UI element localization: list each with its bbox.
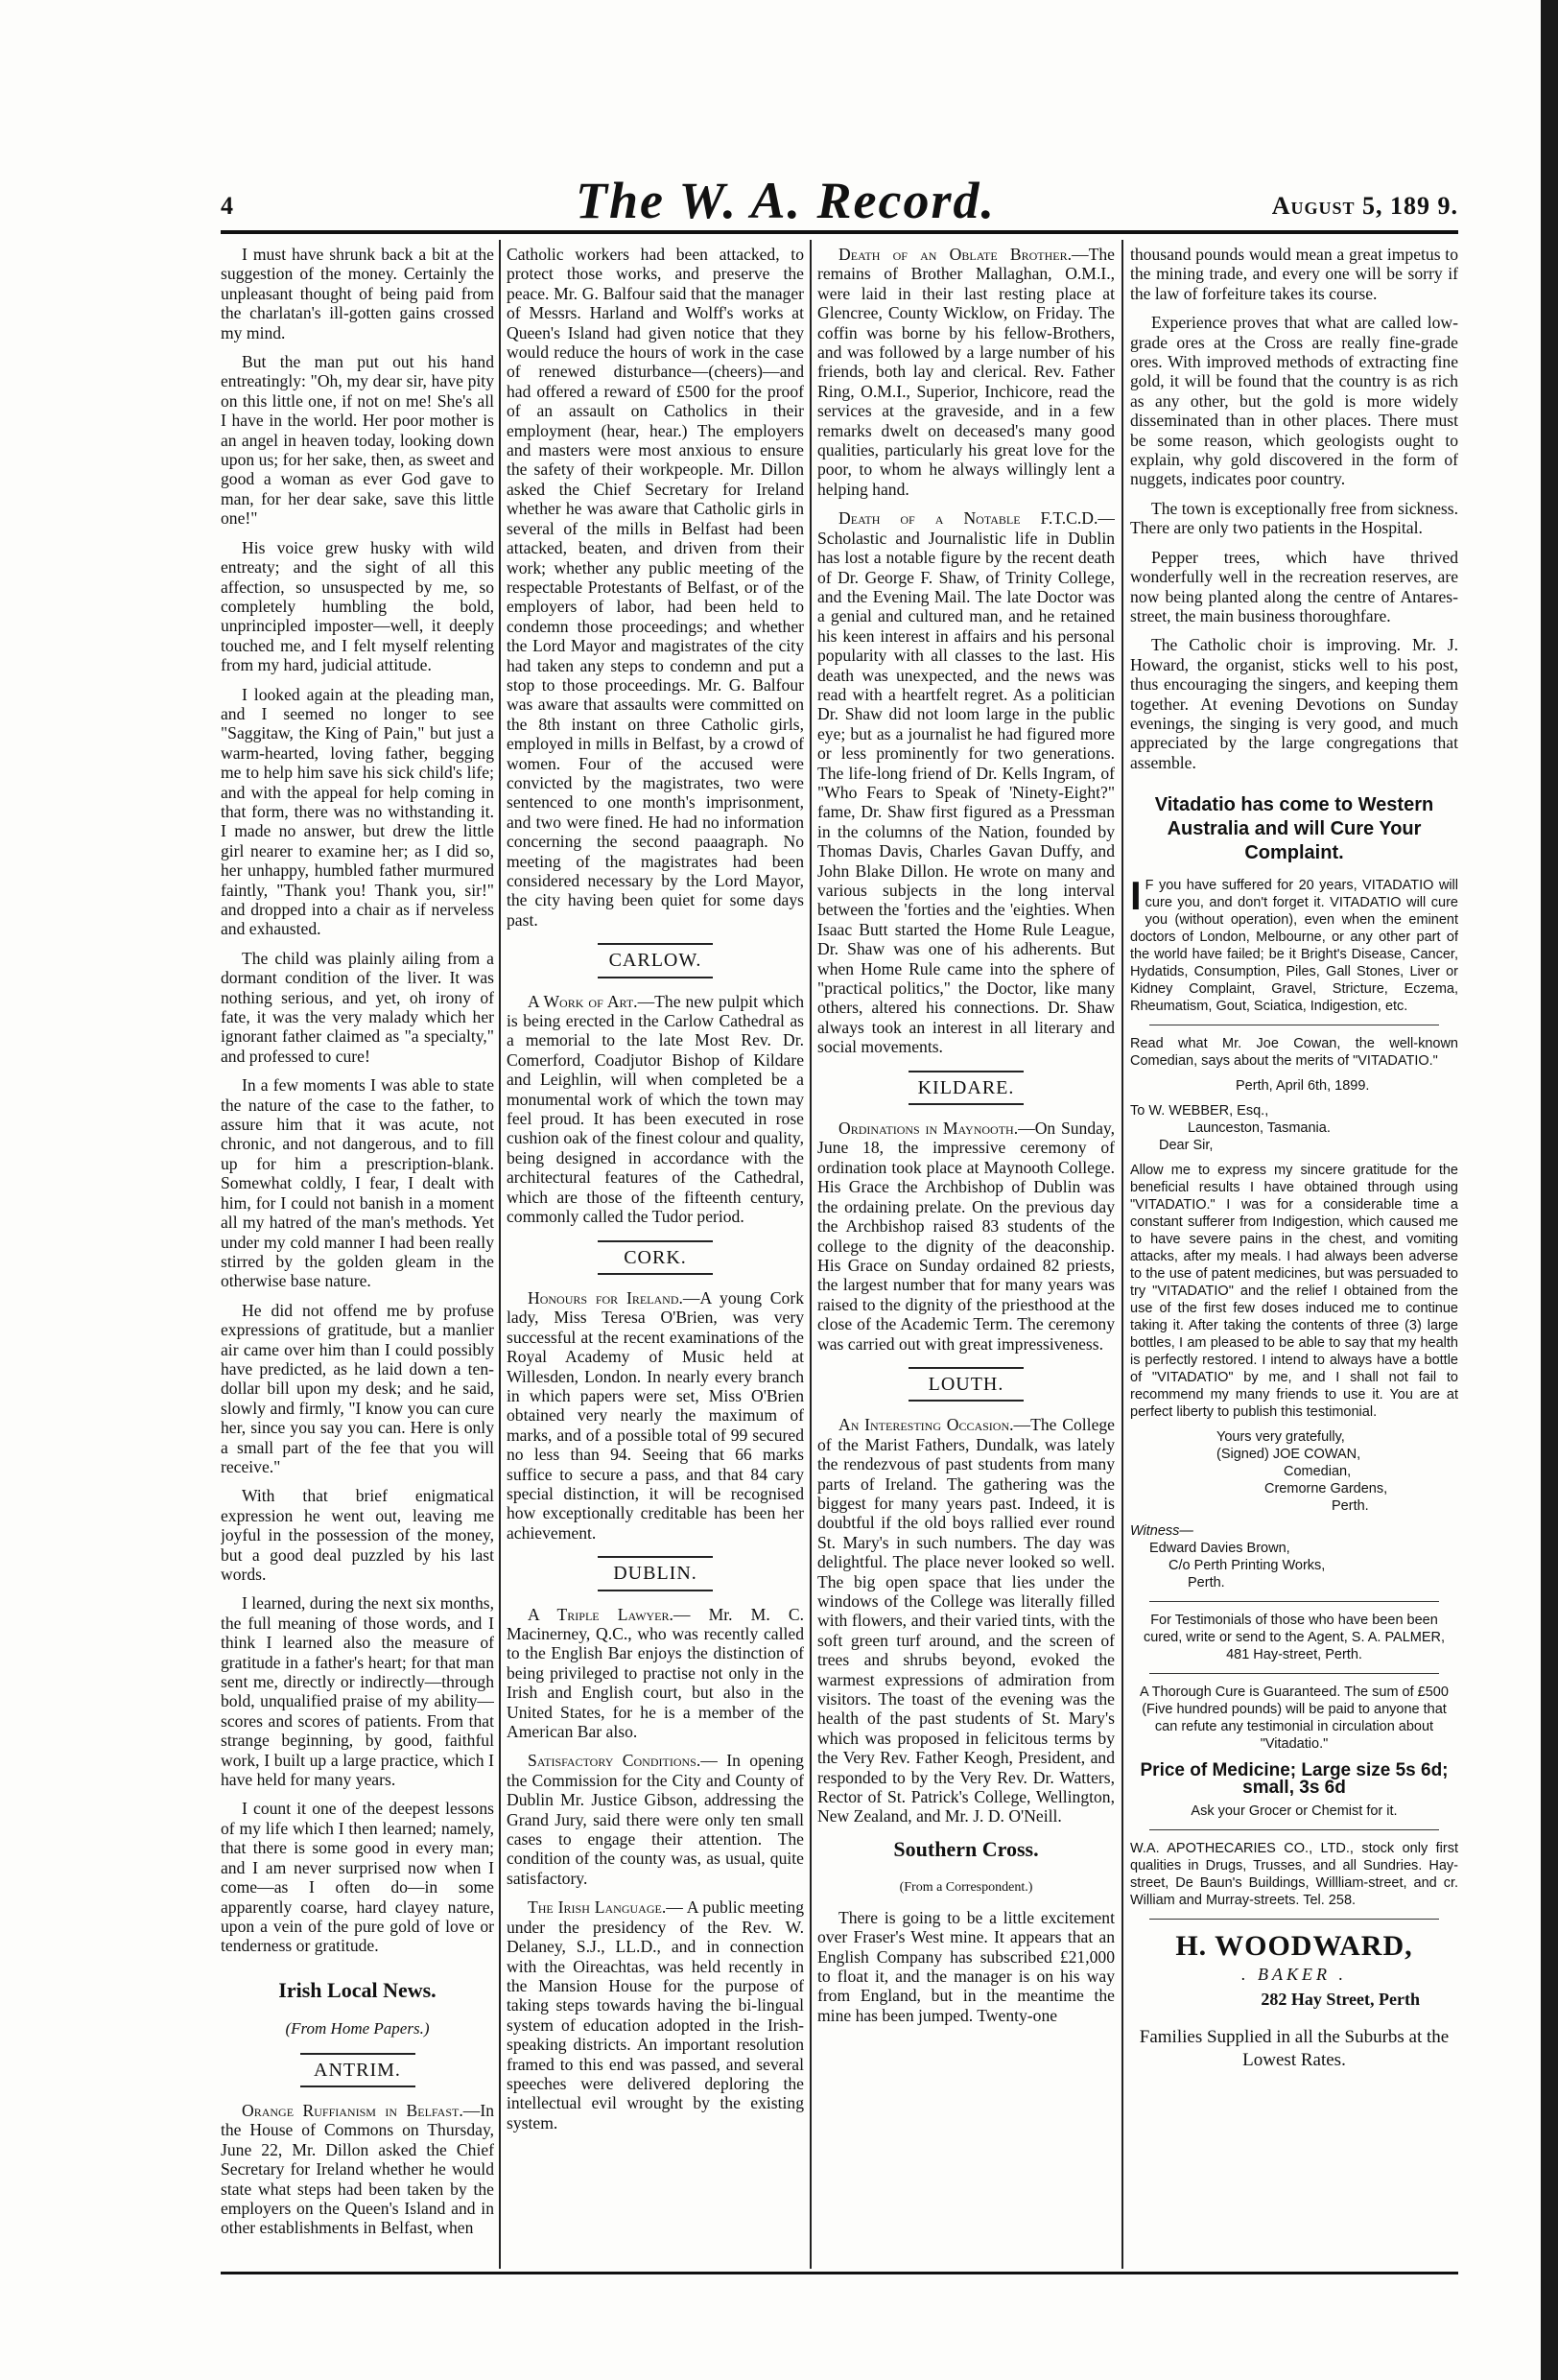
newspaper-title: The W. A. Record. [576, 172, 996, 229]
column-3 [817, 245, 1115, 2264]
ad-testimonial-letter: Allow me to express my sincere gratitude for the beneficial results I have obtained through using "VITADATIO." I was for a considerable time a constant sufferer from Indigestion, which caused me to have severe pains in the chest, and vomiting attacks, after my meals. I had always been adverse to the use of patent medicines, but was persuaded to try "VITADATIO" and the relief I obtained from the use of the first few doses induced me to continue taking it. After taking the contents of three (3) large bottles, I am pleased to be able to say that my health is perfectly restored. I intend to always have a bottle of "VITADATIO" by me, and I shall not fail to recommend my many friends to use it. You are at perfect liberty to publish this testimonial. [1130, 1163, 1458, 1421]
county-heading-antrim: ANTRIM. [221, 2053, 494, 2087]
ad-addressee-city: Launceston, Tasmania. [1188, 1120, 1331, 1137]
story-paragraph: I must have shrunk back a bit at the suggestion of the money. Certainly the unpleasant thought of being paid from the charlatan's ill-gotten gains crossed my mind. [221, 245, 494, 342]
woodward-advertisement [1130, 1930, 1458, 2072]
ad-divider [1149, 1601, 1439, 1602]
ad-signed: (Signed) JOE COWAN, [1216, 1447, 1361, 1463]
ad-witness-name: Edward Davies Brown, [1149, 1541, 1290, 1557]
column-4 [1130, 245, 1458, 2264]
woodward-trade: . BAKER . [1241, 1964, 1347, 1984]
county-heading-kildare: KILDARE. [817, 1071, 1115, 1105]
ad-divider [1149, 1829, 1439, 1830]
ad-yours: Yours very gratefully, [1216, 1429, 1345, 1446]
ad-perth: Perth. [1332, 1498, 1369, 1515]
news-item: Catholic workers had been attacked, to protect those works, and preserve the peace. Mr. G. Balfour said that the manager of Messrs. Harland and Wolff's works at Queen's Island had given notice that they would reduce the hours of work in the case of renewed disturbance—(cheers)—and had offered a reward of £500 for the proof of an assault on Catholics in their employment (hear, hear.) The employers and masters were most anxious to ensure the safety of their workpeople. Mr. Dillon asked the Chief Secretary for Ireland whether he was aware that Catholic girls in several of the mills in Belfast had been attacked, beaten, and driven from their work; whether any public meeting of the respectable Protestants of Belfast, or of the employers of labor, had been held to condemn those proceedings; and whether the Lord Mayor and magistrates of the city had taken any steps to condemn and put a stop to those proceedings. Mr. G. Balfour was aware that assaults were committed on the 8th instant on three Catholic girls, employed in mills in Belfast, by a crowd of women. Four of the accused were convicted by the magistrates, two were sentenced to one month's imprisonment, and two were fined. He had no information concerning the second paaagraph. No meeting of the magistrates had been considered necessary by the Lord Mayor, the city having been quiet for some days past. [507, 245, 804, 930]
news-item: Ordinations in Maynooth.—On Sunday, June 18, the impressive ceremony of ordination took place at Maynooth College. His Grace the Archbishop of Dublin was the ordaining prelate. On the previous day the Archbishop raised 83 students of the college to the dignity of the deaconship. His Grace on Sunday ordained 82 priests, the largest number that for many years was raised to the dignity of the priesthood at the close of the Academic Term. The ceremony was carried out with great impressiveness. [817, 1119, 1115, 1354]
section-heading-irish-news: Irish Local News. [278, 1977, 437, 2002]
story-paragraph: I count it one of the deepest lessons of my life which I then learned; namely, that there is some good in every man; and I am never surprised now when I come—as I often do—in some apparently coarse, hard clayey nature, upon a vein of the pure gold of love or tenderness or gratitude. [221, 1799, 494, 1956]
vitadatio-advertisement [1130, 793, 1458, 1920]
county-heading-carlow: CARLOW. [507, 943, 804, 978]
column-divider [810, 240, 812, 2269]
news-item: Orange Ruffianism in Belfast.—In the House of Commons on Thursday, June 22, Mr. Dillon asked the Chief Secretary for Ireland whether he would state what steps had been taken by the employers on the Queen's Island and in other establishments in Belfast, when [221, 2100, 494, 2238]
woodward-families-note: Families Supplied in all the Suburbs at the Lowest Rates. [1139, 2027, 1450, 2071]
news-item: Pepper trees, which have thrived wonderfully well in the recreation reserves, are now being planted along the centre of Antares-street, the main business thoroughfare. [1130, 547, 1458, 625]
scan-border [1541, 0, 1558, 2380]
news-item: thousand pounds would mean a great impetus to the mining trade, and every one will be sorry if the law of forfeiture takes its course. [1130, 245, 1458, 303]
news-item: Honours for Ireland.—A young Cork lady, Miss Teresa O'Brien, was very successful at the recent examinations of the Royal Academy of Music held at Willesden, London. In nearly every branch in which papers were set, Miss O'Brien obtained very nearly the maximum of marks, and of a possible total of 99 secured no less than 94. Seeing that 66 marks suffice to secure a pass, and that 84 cary special distinction, it will be recognised how exceptionally creditable has been her achievement. [507, 1287, 804, 1543]
ad-divider [1149, 1919, 1439, 1920]
story-paragraph: His voice grew husky with wild entreaty; and the sight of all this affection, so unsuspected by me, so completely humbling the bold, unprincipled imposter—well, it deeply touched me, and I felt myself relenting from my hard, judicial attitude. [221, 537, 494, 675]
county-heading-dublin: DUBLIN. [507, 1556, 804, 1591]
page-number: 4 [221, 192, 233, 220]
woodward-address: 282 Hay Street, Perth [1261, 1989, 1420, 2009]
header-rule [221, 230, 1458, 234]
story-paragraph: The child was plainly ailing from a dormant condition of the liver. It was nothing serious, and yet, oh irony of fate, it was the very malady which her ignorant father claimed as "a specialty," and professed to cure! [221, 948, 494, 1066]
news-item: Death of an Oblate Brother.—The remains of Brother Mallaghan, O.M.I., were laid in their last resting place at Glencree, County Wicklow, on Friday. The coffin was borne by his fellow-Brothers, and was followed by a large number of his friends, both lay and clerical. Rev. Father Ring, O.M.I., Superior, Inchicore, read the services at the graveside, and in a few remarks dwelt on deceased's many good qualities, particularly his great love for the poor, to whom he always willingly lent a helping hand. [817, 245, 1115, 499]
column-divider [499, 240, 501, 2269]
news-item: An Interesting Occasion.—The College of the Marist Fathers, Dundalk, was lately the rendezvous of past students from many parts of Ireland. The gathering was the biggest for many years past. Indeed, it is doubtful if the old boys rallied ever round St. Mary's in such numbers. The day was delightful. The place never looked so well. The big open space that lies under the windows of the College was literally filled with flowers, and their varied tints, with the soft green turf around, and the screen of trees and shrubs beyond, evoked the warmest expressions of admiration from visitors. The toast of the evening was the health of the past students of St. Mary's which was proposed in felicitous terms by the Very Rev. Father Keogh, President, and responded to by the Very Rev. Dr. Watters, Rector of St. Patrick's College, Wellington, New Zealand, and Mr. J. D. O'Neill. [817, 1415, 1115, 1826]
news-item: Satisfactory Conditions.— In opening the Commission for the City and County of Dublin Mr. Justice Gibson, addressing the Grand Jury, said there were only ten small cases to engage their attention. The condition of the county was, as usual, quite satisfactory. [507, 1751, 804, 1888]
county-heading-cork: CORK. [507, 1240, 804, 1275]
story-paragraph: In a few moments I was able to state the nature of the case to the father, to assure him that it was acute, not chronic, and not dangerous, and to fill up for him a prescription-blank. Somewhat coldly, I fear, I dealt with him, for I could not banish in a moment all my hatred of the man's methods. Yet under my cold manner I had been really stirred by the golden gleam in the otherwise base nature. [221, 1075, 494, 1291]
story-paragraph: With that brief enigmatical expression he went out, leaving me joyful in the possession of the money, but a good deal puzzled by his last words. [221, 1486, 494, 1584]
column-divider [1121, 240, 1123, 2269]
ad-price: Price of Medicine; Large size 5s 6d; small, 3s 6d [1140, 1760, 1449, 1799]
news-item: The Catholic choir is improving. Mr. J. Howard, the organist, sticks well to his post, thus encouraging the singers, and keeping them together. At evening Devotions on Sunday evenings, the singing is very good, and much appreciated by the large congregations that assemble. [1130, 635, 1458, 772]
ad-gardens: Cremorne Gardens, [1264, 1481, 1388, 1497]
story-paragraph: I looked again at the pleading man, and I seemed no longer to see "Saggitaw, the King of Pain," but just a warm-hearted, loving father, begging me to help him save his sick child's life; and with the appeal for help coming in that form, there was no withstanding it. I made no answer, but drew the little girl nearer to examine her; as I did so, her unhappy, humbled father murmured faintly, "Thank you! Thank you, sir!" and dropped into a chair as if nerveless and exhausted. [221, 684, 494, 939]
ad-witness-address: C/o Perth Printing Works, [1168, 1558, 1326, 1574]
story-paragraph: He did not offend me by profuse expressions of gratitude, but a manlier air came over him than I could possibly have predicted, as he laid down a ten-dollar bill upon my desk; and he said, slowly and firmly, "I know you can cure her, since you say you can. Here is only a small part of the fee that you will receive." [221, 1300, 494, 1476]
ad-grocer-note: Ask your Grocer or Chemist for it. [1191, 1803, 1398, 1820]
ad-guarantee: A Thorough Cure is Guaranteed. The sum of £500 (Five hundred pounds) will be paid to anyone that can refute any testimonial in circulation about "Vitadatio." [1140, 1685, 1449, 1753]
story-paragraph: But the man put out his hand entreatingly: "Oh, my dear sir, have pity on this little one, if not on me! She's all I have in the world. Her poor mother is an angel in heaven today, looking down upon us; for her sake, then, as sweet and good a woman as ever God gave to man, for her dear sake, save this little one!" [221, 352, 494, 529]
footer-rule [221, 2272, 1458, 2274]
story-paragraph: I learned, during the next six months, the full meaning of those words, and I think I learned also the measure of gratitude in a father's heart; for that man sent me, directly or indirectly—through bold, unqualified praise of my ability—scores and scores of patients. From that strange beginning, by good, faithful work, I built up a large practice, which I have held for many years. [221, 1593, 494, 1790]
issue-date: August 5, 189 9. [1271, 192, 1458, 220]
ad-headline: Vitadatio has come to Western Australia and will Cure Your Complaint. [1154, 794, 1434, 864]
ad-witness: Witness— [1130, 1523, 1193, 1540]
news-item: The town is exceptionally free from sickness. There are only two patients in the Hospital. [1130, 498, 1458, 538]
ad-salutation: Dear Sir, [1159, 1138, 1214, 1154]
ad-place-date: Perth, April 6th, 1899. [1236, 1078, 1370, 1095]
column-2 [507, 245, 804, 2264]
ad-comedian: Comedian, [1284, 1464, 1352, 1480]
ad-testimonials-note: For Testimonials of those who have been been cured, write or send to the Agent, S. A. PALMER, 481 Hay-street, Perth. [1143, 1613, 1446, 1663]
section-heading-southern-cross: Southern Cross. [893, 1836, 1039, 1861]
section-source-note: (From Home Papers.) [285, 2019, 430, 2038]
ad-read-note: Read what Mr. Joe Cowan, the well-known Comedian, says about the merits of "VITADATIO." [1130, 1036, 1458, 1070]
ad-addressee: To W. WEBBER, Esq., [1130, 1103, 1269, 1119]
county-heading-louth: LOUTH. [817, 1367, 1115, 1402]
news-item: Death of a Notable F.T.C.D.—Scholastic and Journalistic life in Dublin has lost a notable figure by the recent death of Dr. George F. Shaw, of Trinity College, and the Evening Mail. The late Doctor was a genial and cultured man, and he retained his keen interest in affairs and his personal popularity with all classes to the last. His death was unexpected, and the news was read with a heartfelt regret. As a politician Dr. Shaw did not loom large in the public eye; but as a journalist he had figured more or less prominently for two generations. The life-long friend of Dr. Kells Ingram, of "Who Fears to Speak of 'Ninety-Eight?" fame, Dr. Shaw first figured as a Pressman in the columns of the Nation, founded by Thomas Davis, Charles Gavan Duffy, and John Blake Dillon. He wrote on many and various subjects in the long interval between the 'forties and the 'eighties. When Isaac Butt started the Home Rule League, Dr. Shaw was one of his adherents. But when Home Rule came into the sphere of "practical politics," the Doctor, like many others, altered his connections. Dr. Shaw always took an interest in all literary and social movements. [817, 508, 1115, 1057]
drop-cap: I [1130, 873, 1142, 919]
news-item: Experience proves that what are called low-grade ores at the Cross are really fine-grade ores. With improved methods of extracting fine gold, it will be found that the country is as rich as any other, but the gold is more widely disseminated than in other places. There must be some reason, which geologists ought to explain, why gold discovered in the form of nuggets, indicates poor country. [1130, 313, 1458, 489]
news-item: The Irish Language.— A public meeting under the presidency of the Rev. W. Delaney, S.J., LL.D., and in connection with the Oireachtas, was held recently in the Mansion House for the purpose of taking steps towards having the bi-lingual system of education adopted in the Irish-speaking districts. An important resolution framed to this end was passed, and several speeches were delivered deploring the intellectual evil wrought by the existing system. [507, 1897, 804, 2133]
ad-witness-city: Perth. [1188, 1575, 1225, 1591]
news-item: A Work of Art.—The new pulpit which is being erected in the Carlow Cathedral as a memorial to the late Most Rev. Dr. Comerford, Coadjutor Bishop of Kildare and Leighlin, will when completed be a monumental work of which the town may feel proud. It has been executed in rose cushion oak of the finest colour and quality, being designed in accordance with the architectural features of the Cathedral, which are those of the fifteenth century, commonly called the Tudor period. [507, 991, 804, 1227]
column-1 [221, 245, 494, 2264]
apothecaries-advertisement: W.A. APOTHECARIES CO., LTD., stock only first qualities in Drugs, Trusses, and all Sundries. Hay-street, De Baun's Buildings, Willliam-street, and cr. William and Murray-streets. Tel. 258. [1130, 1841, 1458, 1909]
correspondent-note: (From a Correspondent.) [899, 1880, 1033, 1896]
ad-intro: I F you have suffered for 20 years, VITADATIO will cure you, and don't forget it. VITADATIO will cure you (without operation), even when the eminent doctors of London, Melbourne, or any other part of the world have failed; be it Bright's Disease, Cancer, Hydatids, Consumption, Piles, Gall Stones, Liver or Kidney Complaint, Gravel, Stricture, Eczema, Rheumatism, Gout, Sciatica, Indigestion, etc. [1130, 873, 1458, 1015]
ad-divider [1149, 1673, 1439, 1674]
woodward-name: H. WOODWARD, [1175, 1930, 1413, 1963]
masthead [221, 171, 1458, 228]
news-item: A Triple Lawyer.— Mr. M. C. Macinerney, Q.C., who was recently called to the English Bar enjoys the distinction of being privileged to practise not only in the Irish and English court, but also in the United States, for he is a member of the American Bar also. [507, 1604, 804, 1742]
news-item: There is going to be a little excitement over Fraser's West mine. It appears that an English Company has subscribed £21,000 to float it, and the manager is on his way from England, but in the meantime the mine has been jumped. Twenty-one [817, 1907, 1115, 2025]
